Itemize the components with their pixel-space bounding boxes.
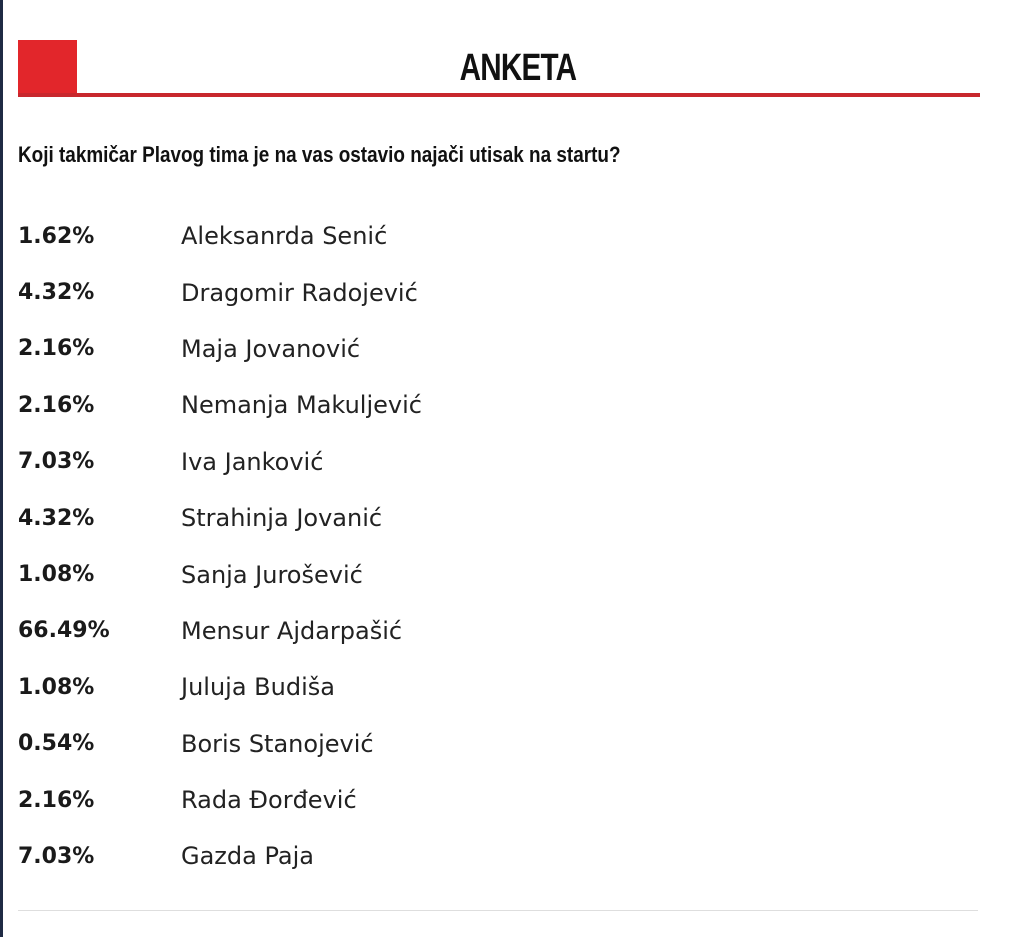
poll-option-name: Gazda Paja (181, 842, 314, 871)
page-left-border (0, 0, 3, 937)
poll-option-name: Mensur Ajdarpašić (181, 616, 403, 645)
poll-option-percent: 2.16% (18, 392, 95, 418)
poll-option-percent: 4.32% (18, 280, 95, 306)
poll-option[interactable] (18, 264, 978, 320)
header-underline (18, 93, 980, 97)
poll-option-name: Juluja Budiša (181, 673, 335, 702)
poll-option-percent: 7.03% (18, 449, 95, 475)
poll-option-name: Iva Janković (181, 447, 324, 476)
poll-option-percent: 1.62% (18, 223, 95, 249)
poll-option-name: Sanja Jurošević (181, 560, 363, 589)
poll-option-name: Maja Jovanović (181, 334, 361, 363)
poll-title: ANKETA (459, 47, 577, 89)
poll-option-name: Aleksanrda Senić (181, 222, 388, 251)
poll-question: Koji takmičar Plavog tima je na vas ostavio najači utisak na startu? (18, 142, 621, 167)
poll-option-percent: 1.08% (18, 562, 95, 588)
poll-option-percent: 66.49% (18, 618, 110, 644)
poll-option[interactable] (18, 434, 978, 490)
poll-option-name: Nemanja Makuljević (181, 391, 422, 420)
poll-option[interactable] (18, 321, 978, 377)
poll-option[interactable] (18, 546, 978, 602)
poll-option-name: Boris Stanojević (181, 729, 374, 758)
poll-option[interactable] (18, 208, 978, 264)
poll-option-name: Dragomir Radojević (181, 278, 418, 307)
poll-option[interactable] (18, 377, 978, 433)
poll-option-percent: 1.08% (18, 674, 95, 700)
poll-option[interactable] (18, 659, 978, 715)
poll-option-percent: 4.32% (18, 505, 95, 531)
header-accent-block (18, 40, 77, 94)
poll-option[interactable] (18, 716, 978, 772)
bottom-divider (18, 910, 978, 911)
poll-header (18, 40, 980, 98)
poll-option-name: Rada Đorđević (181, 786, 357, 815)
poll-options-list (18, 208, 978, 885)
poll-option[interactable] (18, 603, 978, 659)
poll-option[interactable] (18, 490, 978, 546)
poll-option-percent: 2.16% (18, 336, 95, 362)
poll-option-percent: 2.16% (18, 787, 95, 813)
poll-option[interactable] (18, 772, 978, 828)
poll-option-name: Strahinja Jovanić (181, 504, 383, 533)
poll-option-percent: 0.54% (18, 731, 95, 757)
poll-option-percent: 7.03% (18, 843, 95, 869)
poll-option[interactable] (18, 828, 978, 884)
